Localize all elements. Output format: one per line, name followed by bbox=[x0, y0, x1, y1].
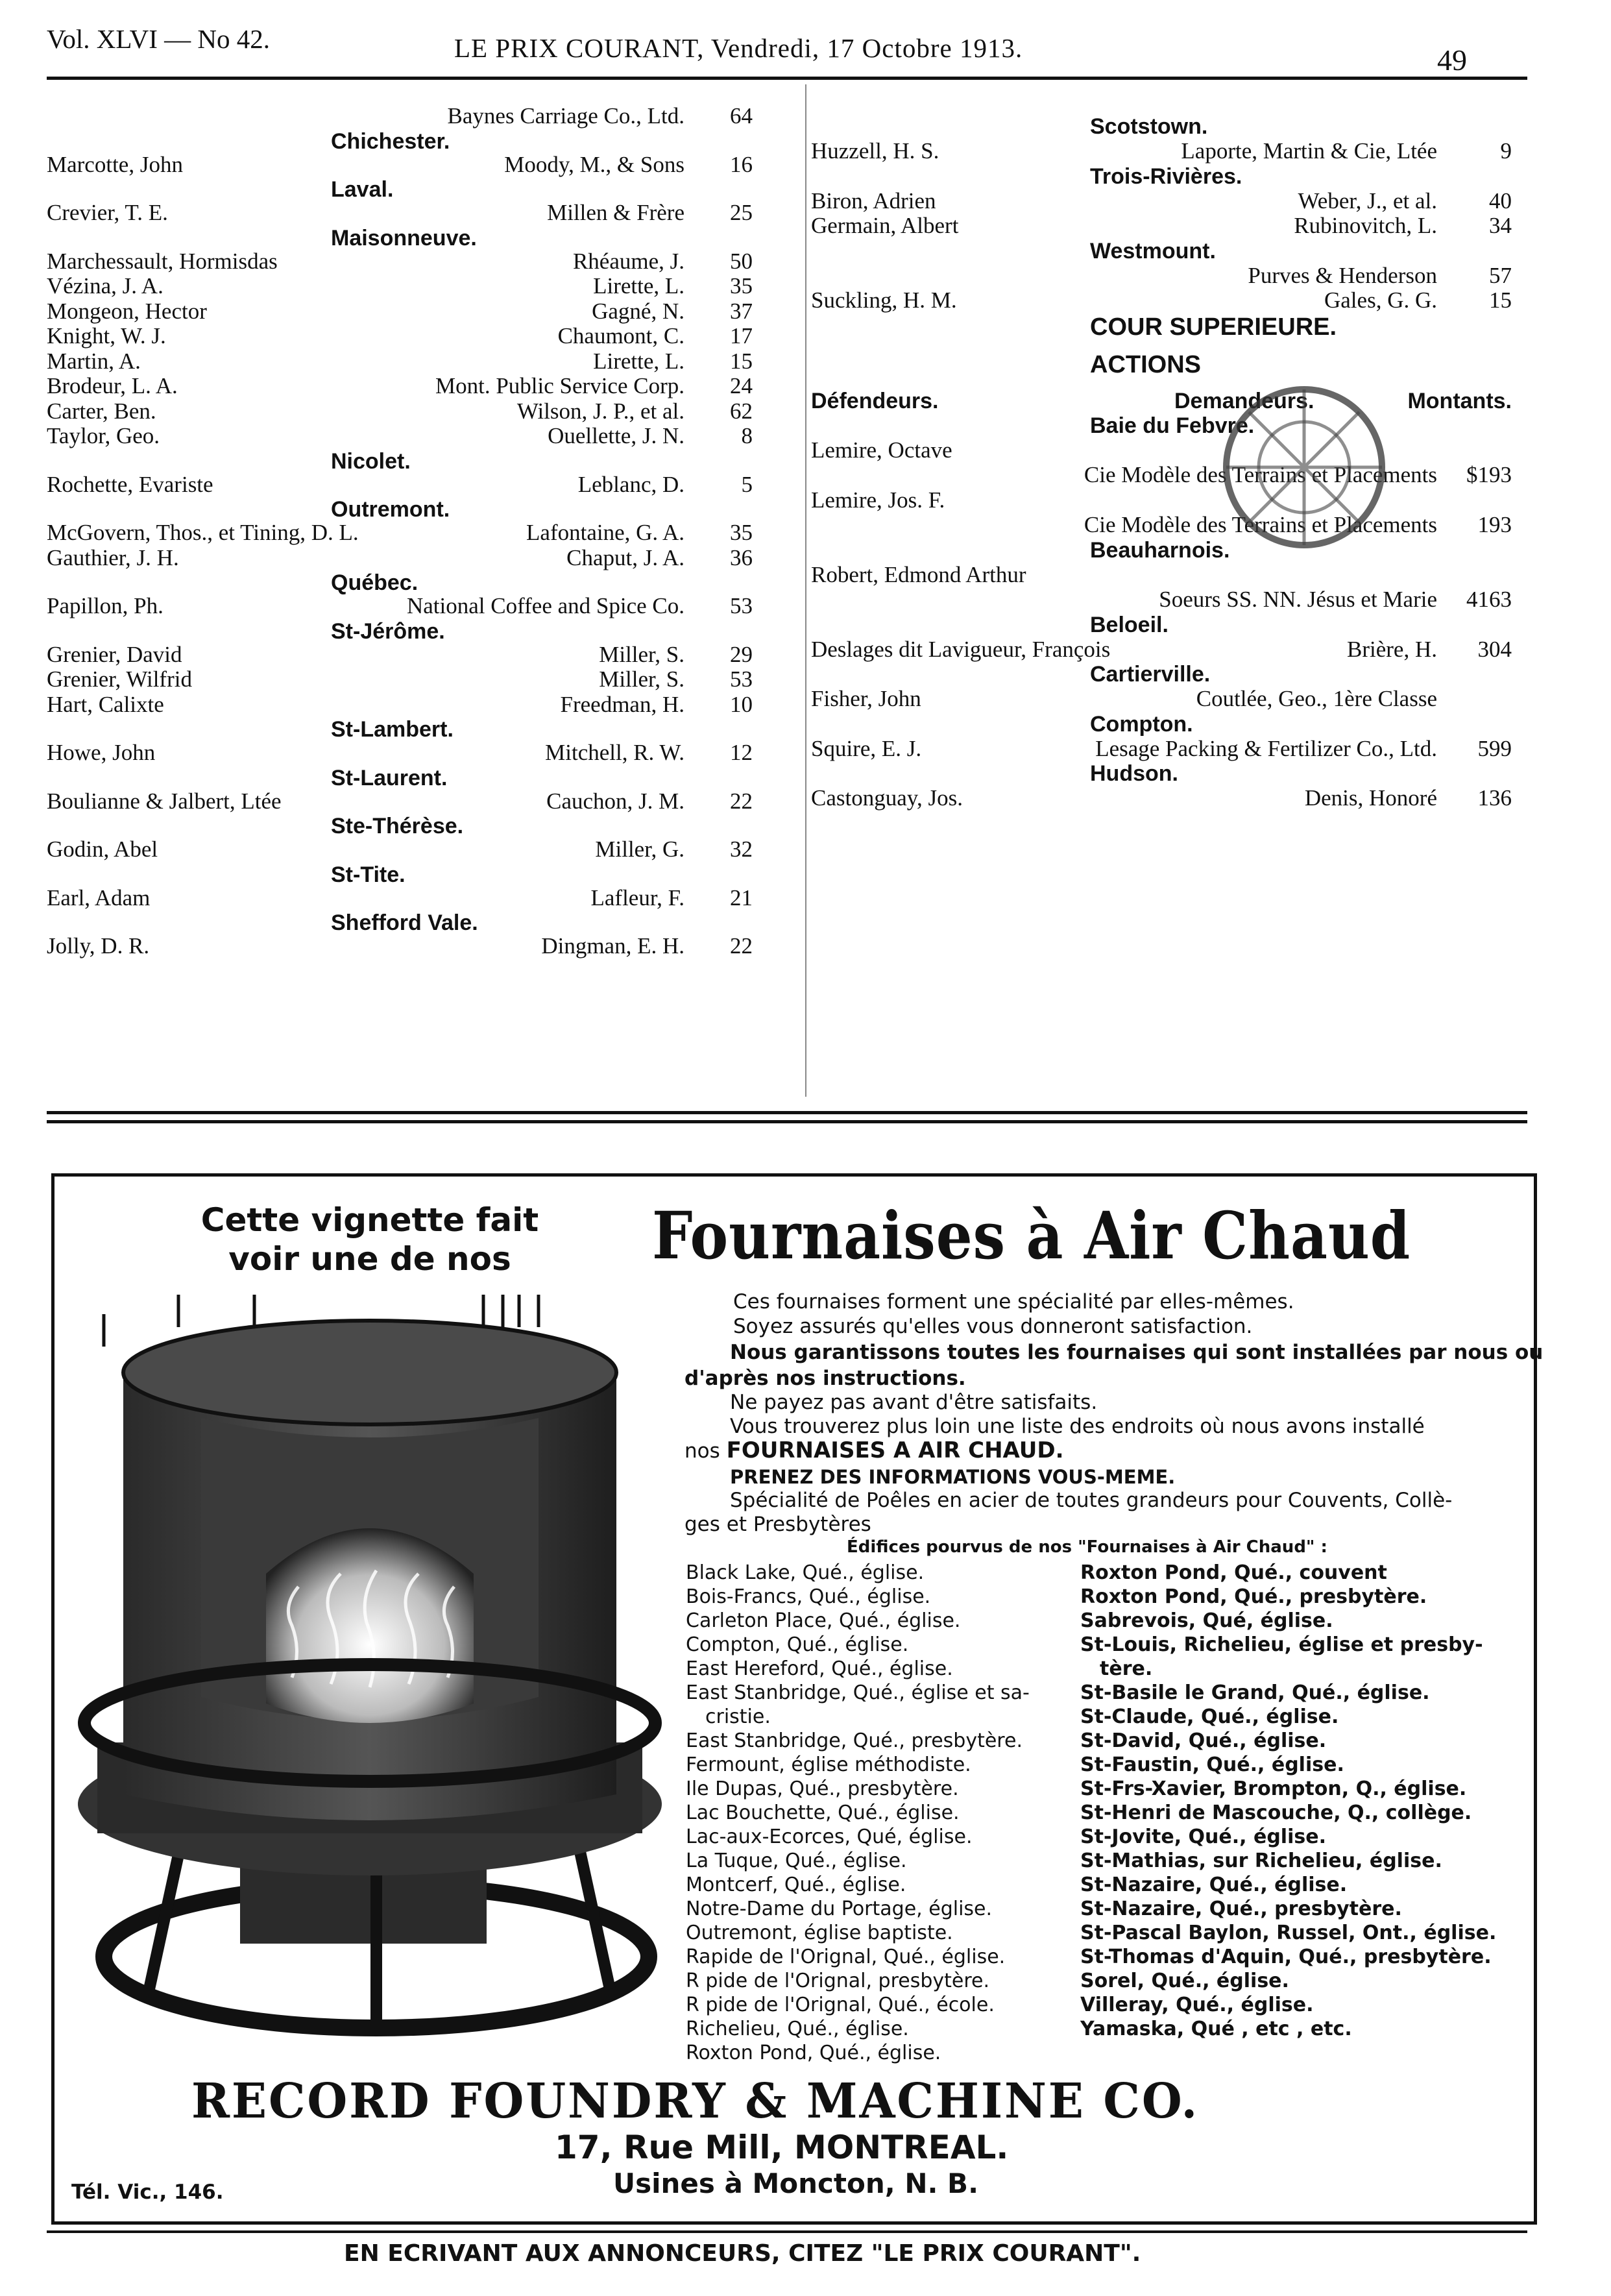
town-heading: St-Tite. bbox=[331, 862, 406, 887]
debtor-name: Robert, Edmond Arthur bbox=[811, 561, 1026, 587]
debtor-name: McGovern, Thos., et Tining, D. L. bbox=[47, 520, 359, 545]
amount: 5 bbox=[741, 471, 753, 497]
debtor-name: Biron, Adrien bbox=[811, 188, 936, 214]
creditor-name: Rhéaume, J. bbox=[572, 248, 684, 274]
ad-list-heading: Édifices pourvus de nos "Fournaises à Air Chaud" : bbox=[847, 1537, 1327, 1557]
column-divider bbox=[805, 84, 806, 1097]
installation-item: Villeray, Qué., église. bbox=[1080, 1994, 1314, 2016]
footer-notice: EN ECRIVANT AUX ANNONCEURS, CITEZ "LE PRIX COURANT". bbox=[344, 2240, 1141, 2267]
creditor-name: Denis, Honoré bbox=[1304, 785, 1437, 811]
amount: 40 bbox=[1489, 188, 1512, 214]
amount: 32 bbox=[730, 837, 753, 862]
installation-item: St-Nazaire, Qué., église. bbox=[1080, 1874, 1348, 1896]
town-heading: Outremont. bbox=[331, 497, 450, 522]
debtor-name: Germain, Albert bbox=[811, 213, 959, 238]
ad-title: Fournaises à Air Chaud bbox=[652, 1197, 1411, 1274]
creditor-name: Coutlée, Geo., 1ère Classe bbox=[1196, 686, 1437, 711]
debtor-name: Gauthier, J. H. bbox=[47, 544, 179, 570]
page-number: 49 bbox=[1437, 43, 1467, 77]
footer-rule bbox=[47, 2230, 1527, 2233]
installation-item: Lac-aux-Ecorces, Qué, église. bbox=[686, 1826, 973, 1848]
installation-item: Roxton Pond, Qué., église. bbox=[686, 2042, 941, 2064]
creditor-name: Cie Modèle des Terrains et Placements bbox=[1084, 512, 1437, 537]
debtor-name: Brodeur, L. A. bbox=[47, 373, 178, 398]
debtor-name: Martin, A. bbox=[47, 348, 141, 374]
installation-item: St-Louis, Richelieu, église et presby- bbox=[1080, 1633, 1483, 1656]
company-phone: Tél. Vic., 146. bbox=[71, 2180, 224, 2204]
installation-item: R pide de l'Orignal, presbytère. bbox=[686, 1970, 990, 1992]
debtor-name: Papillon, Ph. bbox=[47, 593, 164, 618]
installation-item: Bois-Francs, Qué., église. bbox=[686, 1585, 931, 1608]
installation-item: St-Pascal Baylon, Russel, Ont., église. bbox=[1080, 1922, 1497, 1944]
creditor-name: Ouellette, J. N. bbox=[548, 423, 684, 448]
installation-item: St-Mathias, sur Richelieu, église. bbox=[1080, 1850, 1442, 1872]
creditor-name: Miller, G. bbox=[595, 837, 684, 862]
installation-item: Yamaska, Qué , etc , etc. bbox=[1080, 2018, 1352, 2040]
debtor-name: Fisher, John bbox=[811, 686, 921, 711]
debtor-name: Grenier, Wilfrid bbox=[47, 666, 192, 692]
debtor-name: Lemire, Octave bbox=[811, 437, 952, 463]
debtor-name: Carter, Ben. bbox=[47, 398, 156, 424]
ad-intro-line-2: Soyez assurés qu'elles vous donneront satisfaction. bbox=[733, 1315, 1253, 1338]
creditor-name: Soeurs SS. NN. Jésus et Marie bbox=[1159, 587, 1437, 612]
creditor-name: National Coffee and Spice Co. bbox=[407, 593, 684, 618]
town-heading: Hudson. bbox=[1090, 761, 1178, 786]
installation-item: Compton, Qué., église. bbox=[686, 1633, 909, 1656]
amount: 37 bbox=[730, 298, 753, 324]
town-heading: Chichester. bbox=[331, 128, 450, 154]
ad-pay-line: Ne payez pas avant d'être satisfaits. bbox=[730, 1391, 1098, 1414]
installation-item: St-David, Qué., église. bbox=[1080, 1729, 1327, 1752]
creditor-name: Miller, S. bbox=[599, 641, 684, 667]
section-rule-top bbox=[47, 1111, 1527, 1114]
town-heading: Westmount. bbox=[1090, 238, 1216, 263]
amount: 35 bbox=[730, 520, 753, 545]
ad-find-line-1: Vous trouverez plus loin une liste des endroits où nous avons installé bbox=[730, 1415, 1425, 1438]
volume-number: Vol. XLVI — No 42. bbox=[47, 24, 270, 54]
installation-item: Fermount, église méthodiste. bbox=[686, 1753, 971, 1776]
ad-list-right bbox=[1080, 1561, 1496, 2041]
debtor-name: Hart, Calixte bbox=[47, 691, 164, 717]
creditor-name: Lesage Packing & Fertilizer Co., Ltd. bbox=[1095, 735, 1437, 761]
town-heading: Ste-Thérèse. bbox=[331, 814, 464, 838]
installation-item: Lac Bouchette, Qué., église. bbox=[686, 1801, 960, 1824]
creditor-name: Brière, H. bbox=[1347, 636, 1437, 662]
town-heading: St-Laurent. bbox=[331, 765, 448, 790]
installation-item: East Hereford, Qué., église. bbox=[686, 1657, 953, 1680]
town-heading: Compton. bbox=[1090, 711, 1193, 737]
amount: 53 bbox=[730, 666, 753, 692]
installation-item: Rapide de l'Orignal, Qué., église. bbox=[686, 1946, 1006, 1968]
amount: 15 bbox=[1489, 287, 1512, 313]
creditor-name: Lafleur, F. bbox=[590, 885, 684, 910]
ad-guarantee-line-2: d'après nos instructions. bbox=[684, 1367, 966, 1390]
debtor-name: Crevier, T. E. bbox=[47, 200, 168, 225]
company-works: Usines à Moncton, N. B. bbox=[613, 2168, 979, 2199]
installation-item: St-Claude, Qué., église. bbox=[1080, 1705, 1339, 1728]
company-address: 17, Rue Mill, MONTREAL. bbox=[555, 2129, 1009, 2166]
amount: 10 bbox=[730, 691, 753, 717]
amount: 304 bbox=[1477, 636, 1512, 662]
debtor-name: Rochette, Evariste bbox=[47, 471, 213, 497]
column-header-middle: Demandeurs. bbox=[1174, 388, 1314, 413]
creditor-name: Lirette, L. bbox=[593, 273, 684, 299]
masthead-title: LE PRIX COURANT, Vendredi, 17 Octobre 1913. bbox=[454, 33, 1023, 63]
court-stamp-icon bbox=[1207, 363, 1401, 578]
amount: 62 bbox=[730, 398, 753, 424]
installation-item: La Tuque, Qué., église. bbox=[686, 1850, 907, 1872]
creditor-name: Freedman, H. bbox=[560, 691, 684, 717]
amount: 21 bbox=[730, 885, 753, 910]
amount: 36 bbox=[730, 544, 753, 570]
installation-item: St-Nazaire, Qué., presbytère. bbox=[1080, 1898, 1402, 1920]
town-heading: Beloeil. bbox=[1090, 612, 1169, 637]
amount: 9 bbox=[1500, 138, 1512, 164]
debtor-name: Earl, Adam bbox=[47, 885, 151, 910]
amount: 12 bbox=[730, 740, 753, 765]
amount: 193 bbox=[1477, 512, 1512, 537]
installation-item: Roxton Pond, Qué., presbytère. bbox=[1080, 1585, 1427, 1608]
creditor-name: Chaput, J. A. bbox=[566, 544, 684, 570]
debtor-name: Howe, John bbox=[47, 740, 156, 765]
ad-find-prefix: nos bbox=[684, 1439, 720, 1463]
town-heading: Trois-Rivières. bbox=[1090, 164, 1242, 189]
amount: 50 bbox=[730, 248, 753, 274]
creditor-name: Lafontaine, G. A. bbox=[526, 520, 684, 545]
amount: 25 bbox=[730, 200, 753, 225]
debtor-name: Jolly, D. R. bbox=[47, 933, 150, 959]
installation-item: East Stanbridge, Qué., presbytère. bbox=[686, 1729, 1023, 1752]
amount: 136 bbox=[1477, 785, 1512, 811]
creditor-name: Baynes Carriage Co., Ltd. bbox=[447, 103, 684, 128]
installation-item: St-Thomas d'Aquin, Qué., presbytère. bbox=[1080, 1946, 1492, 1968]
installation-item: cristie. bbox=[705, 1705, 771, 1728]
section-heading: COUR SUPERIEURE. bbox=[1090, 313, 1337, 341]
debtor-name: Marcotte, John bbox=[47, 151, 183, 177]
installation-item: Sabrevois, Qué, église. bbox=[1080, 1609, 1333, 1632]
ad-caption-line-2: voir une de nos bbox=[228, 1240, 511, 1278]
amount: 17 bbox=[730, 323, 753, 348]
debtor-name: Marchessault, Hormisdas bbox=[47, 248, 278, 274]
debtor-name: Squire, E. J. bbox=[811, 735, 922, 761]
installation-item: Richelieu, Qué., église. bbox=[686, 2018, 909, 2040]
section-heading: ACTIONS bbox=[1090, 350, 1201, 378]
ad-info-line: PRENEZ DES INFORMATIONS VOUS-MEME. bbox=[730, 1466, 1176, 1488]
debtor-name: Castonguay, Jos. bbox=[811, 785, 963, 811]
town-heading: Québec. bbox=[331, 570, 418, 595]
town-heading: Cartierville. bbox=[1090, 662, 1211, 687]
creditor-name: Gales, G. G. bbox=[1324, 287, 1437, 313]
column-header-left: Défendeurs. bbox=[811, 388, 939, 413]
section-rule-bottom bbox=[47, 1120, 1527, 1123]
creditor-name: Mont. Public Service Corp. bbox=[435, 373, 684, 398]
amount: 29 bbox=[730, 641, 753, 667]
furnace-illustration bbox=[71, 1288, 668, 2047]
debtor-name: Deslages dit Lavigueur, François bbox=[811, 636, 1111, 662]
installation-item: St-Basile le Grand, Qué., église. bbox=[1080, 1681, 1430, 1704]
creditor-name: Purves & Henderson bbox=[1248, 262, 1437, 288]
amount: 15 bbox=[730, 348, 753, 374]
installation-item: Sorel, Qué., église. bbox=[1080, 1970, 1289, 1992]
town-heading: St-Lambert. bbox=[331, 717, 454, 742]
amount: $193 bbox=[1466, 462, 1512, 487]
column-header-right: Montants. bbox=[1407, 388, 1512, 413]
creditor-name: Gagné, N. bbox=[592, 298, 684, 324]
creditor-name: Dingman, E. H. bbox=[541, 933, 684, 959]
amount: 53 bbox=[730, 593, 753, 618]
amount: 24 bbox=[730, 373, 753, 398]
installation-item: Notre-Dame du Portage, église. bbox=[686, 1898, 993, 1920]
amount: 8 bbox=[741, 423, 753, 448]
ad-intro-line-1: Ces fournaises forment une spécialité par elles-mêmes. bbox=[733, 1290, 1294, 1313]
ad-find-bold: FOURNAISES A AIR CHAUD. bbox=[726, 1437, 1064, 1463]
ad-guarantee-line-1: Nous garantissons toutes les fournaises qui sont installées par nous ou bbox=[730, 1341, 1544, 1364]
creditor-name: Cauchon, J. M. bbox=[546, 788, 684, 814]
debtor-name: Boulianne & Jalbert, Ltée bbox=[47, 788, 282, 814]
installation-item: St-Faustin, Qué., église. bbox=[1080, 1753, 1344, 1776]
installation-item: Black Lake, Qué., église. bbox=[686, 1561, 925, 1584]
ad-specialty-line-2: ges et Presbytères bbox=[684, 1513, 871, 1536]
town-heading: Shefford Vale. bbox=[331, 910, 478, 935]
installation-item: Roxton Pond, Qué., couvent bbox=[1080, 1561, 1387, 1584]
amount: 599 bbox=[1477, 735, 1512, 761]
town-heading: St-Jérôme. bbox=[331, 618, 445, 644]
company-name: RECORD FOUNDRY & MACHINE CO. bbox=[191, 2073, 1200, 2129]
amount: 22 bbox=[730, 788, 753, 814]
creditor-name: Mitchell, R. W. bbox=[545, 740, 684, 765]
installation-item: Montcerf, Qué., église. bbox=[686, 1874, 906, 1896]
installation-item: St-Henri de Mascouche, Q., collège. bbox=[1080, 1801, 1472, 1824]
town-heading: Nicolet. bbox=[331, 448, 411, 474]
installation-item: St-Frs-Xavier, Brompton, Q., église. bbox=[1080, 1777, 1467, 1800]
installation-item: Outremont, église baptiste. bbox=[686, 1922, 953, 1944]
creditor-name: Moody, M., & Sons bbox=[504, 151, 684, 177]
installation-item: Ile Dupas, Qué., presbytère. bbox=[686, 1777, 959, 1800]
ad-caption-line-1: Cette vignette fait bbox=[200, 1201, 539, 1239]
installation-item: R pide de l'Orignal, Qué., école. bbox=[686, 1994, 995, 2016]
amount: 4163 bbox=[1466, 587, 1512, 612]
creditor-name: Weber, J., et al. bbox=[1298, 188, 1437, 214]
debtor-name: Grenier, David bbox=[47, 641, 182, 667]
installation-item: East Stanbridge, Qué., église et sa- bbox=[686, 1681, 1030, 1704]
town-heading: Laval. bbox=[331, 177, 394, 202]
debtor-name: Vézina, J. A. bbox=[47, 273, 164, 299]
amount: 34 bbox=[1489, 213, 1512, 238]
amount: 16 bbox=[730, 151, 753, 177]
creditor-name: Laporte, Martin & Cie, Ltée bbox=[1181, 138, 1437, 164]
amount: 35 bbox=[730, 273, 753, 299]
debtor-name: Knight, W. J. bbox=[47, 323, 166, 348]
debtor-name: Taylor, Geo. bbox=[47, 423, 160, 448]
ad-find-line-2 bbox=[684, 1439, 1064, 1463]
header-rule bbox=[47, 77, 1527, 80]
creditor-name: Lirette, L. bbox=[593, 348, 684, 374]
town-heading: Baie du Febvre. bbox=[1090, 413, 1255, 438]
debtor-name: Lemire, Jos. F. bbox=[811, 487, 945, 513]
installation-item: Carleton Place, Qué., église. bbox=[686, 1609, 961, 1632]
town-heading: Maisonneuve. bbox=[331, 225, 477, 250]
creditor-name: Rubinovitch, L. bbox=[1294, 213, 1437, 238]
creditor-name: Chaumont, C. bbox=[557, 323, 684, 348]
town-heading: Beauharnois. bbox=[1090, 537, 1230, 563]
ad-caption bbox=[195, 1201, 545, 1278]
debtor-name: Suckling, H. M. bbox=[811, 287, 957, 313]
debtor-name: Godin, Abel bbox=[47, 837, 158, 862]
creditor-name: Miller, S. bbox=[599, 666, 684, 692]
ad-specialty-line-1: Spécialité de Poêles en acier de toutes grandeurs pour Couvents, Collè- bbox=[730, 1489, 1453, 1512]
creditor-name: Millen & Frère bbox=[547, 200, 684, 225]
installation-item: St-Jovite, Qué., église. bbox=[1080, 1826, 1326, 1848]
creditor-name: Wilson, J. P., et al. bbox=[516, 398, 684, 424]
town-heading: Scotstown. bbox=[1090, 114, 1208, 139]
creditor-name: Leblanc, D. bbox=[577, 471, 684, 497]
debtor-name: Mongeon, Hector bbox=[47, 298, 207, 324]
amount: 64 bbox=[730, 103, 753, 128]
ad-list-left bbox=[686, 1561, 1030, 2065]
installation-item: tère. bbox=[1100, 1657, 1153, 1680]
amount: 22 bbox=[730, 933, 753, 959]
amount: 57 bbox=[1489, 262, 1512, 288]
creditor-name: Cie Modèle des Terrains et Placements bbox=[1084, 462, 1437, 487]
debtor-name: Huzzell, H. S. bbox=[811, 138, 939, 164]
